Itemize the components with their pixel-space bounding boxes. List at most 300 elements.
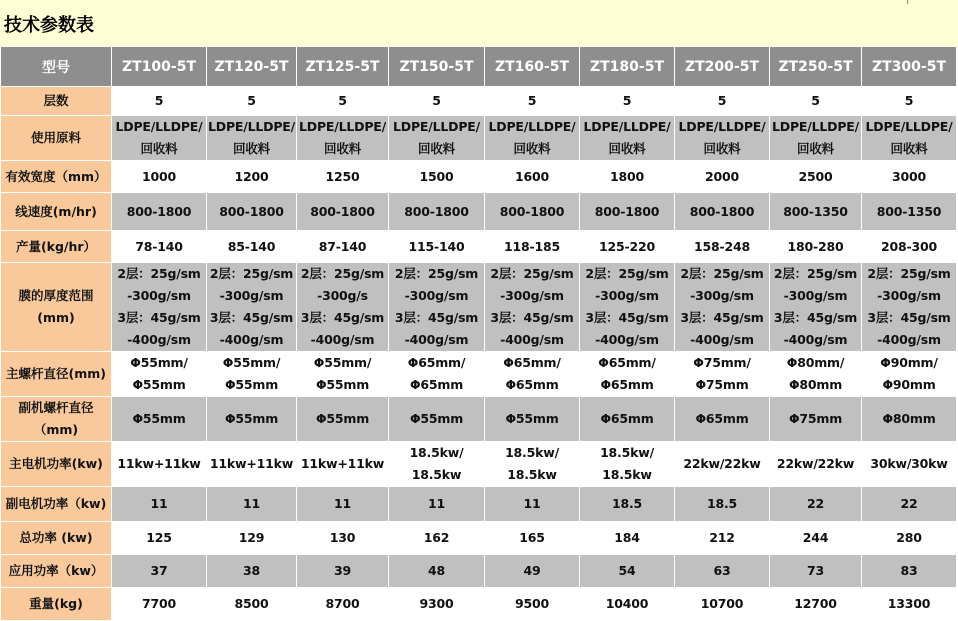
cell-text: Φ55mm — [505, 411, 559, 426]
cell-text: Φ75mm — [788, 411, 843, 426]
cell-text: Φ90mm — [882, 377, 936, 392]
cell-text: 回收料 — [703, 141, 741, 156]
cell-text: 5 — [247, 93, 256, 108]
cell-text: 48 — [428, 563, 445, 578]
cell-text: 800-1350 — [783, 203, 848, 219]
cell-text: 9300 — [419, 596, 454, 611]
row-label-text: 有效宽度（mm） — [5, 168, 107, 184]
cell-text: -400g/sm — [783, 332, 848, 347]
cell-text: Φ80mm — [788, 377, 843, 392]
cell-text: Φ55mm/ — [313, 355, 372, 370]
cell-text: 3层：45g/sm — [209, 310, 294, 325]
cell-text: 208-300 — [881, 238, 937, 254]
table-cell — [485, 588, 580, 621]
table-cell — [770, 87, 862, 116]
cell-text: 78-140 — [135, 238, 183, 254]
table-cell — [207, 487, 297, 522]
title-bar — [0, 0, 958, 47]
cell-text: 5 — [338, 93, 347, 108]
table-cell — [485, 555, 580, 588]
cell-text: 125 — [146, 530, 172, 545]
table-cell — [580, 487, 675, 522]
table-cell — [770, 231, 862, 263]
cell-text: 18.5kw — [411, 467, 462, 482]
cell-text: 83 — [900, 563, 918, 578]
table-cell — [112, 263, 207, 352]
row-label-text: 副电机功率（kw) — [5, 496, 107, 511]
cell-text: 13300 — [887, 596, 931, 611]
table-cell — [675, 397, 770, 442]
cell-text: 11 — [243, 496, 260, 511]
cell-text: LDPE/LLDPE/ — [583, 119, 671, 134]
cell-text: 5 — [432, 93, 441, 108]
cell-text: Φ65mm — [695, 411, 749, 426]
cell-text: -300g/sm — [219, 288, 284, 303]
table-cell — [485, 193, 580, 231]
cell-text: LDPE/LLDPE/ — [772, 119, 859, 134]
table-cell — [485, 352, 580, 397]
cell-text: 11kw+11kw — [117, 456, 201, 471]
cell-text: -400g/sm — [127, 332, 191, 347]
cell-text: 8500 — [234, 596, 269, 611]
cell-text: 11 — [523, 496, 541, 511]
table-cell — [675, 555, 770, 588]
cell-text: 回收料 — [797, 141, 834, 156]
cell-text: 37 — [150, 563, 168, 578]
cell-text: 2层：25g/sm — [209, 266, 294, 281]
cell-text: -400g/sm — [310, 332, 375, 347]
cell-text: 212 — [709, 530, 735, 545]
cell-text: 2层：25g/sm — [773, 266, 858, 281]
table-cell — [112, 555, 207, 588]
cell-text: 18.5kw/ — [409, 445, 464, 460]
table-row — [1, 487, 957, 522]
table-cell — [112, 397, 207, 442]
row-label-text: （mm) — [33, 422, 79, 437]
cell-text: 800-1800 — [310, 203, 375, 219]
table-cell — [862, 397, 957, 442]
table-cell — [485, 397, 580, 442]
row-label-text: 重量(kg) — [29, 596, 83, 611]
cell-text: 1200 — [234, 168, 269, 184]
cell-text: 244 — [802, 530, 829, 545]
cell-text: 11 — [428, 496, 445, 511]
row-label — [1, 522, 112, 555]
table-cell — [389, 555, 485, 588]
cell-text: 3层：45g/sm — [867, 310, 951, 325]
cell-text: Φ55mm — [224, 377, 279, 392]
cell-text: 2000 — [705, 168, 739, 184]
cell-text: LDPE/LLDPE/ — [208, 119, 295, 134]
cell-text: Φ55mm — [132, 411, 186, 426]
row-label-text: 应用功率（kw） — [8, 563, 104, 578]
table-cell — [207, 263, 297, 352]
cell-text: -300g/s — [317, 288, 368, 303]
cell-text: 800-1800 — [499, 203, 565, 219]
cell-text: 2层：25g/sm — [300, 266, 385, 281]
cell-text: LDPE/LLDPE/ — [299, 119, 386, 134]
row-label — [1, 555, 112, 588]
cell-text: 1600 — [515, 168, 549, 184]
table-row — [1, 193, 957, 231]
table-cell — [207, 397, 297, 442]
row-label-text: (mm) — [37, 310, 75, 325]
table-cell — [297, 352, 389, 397]
table-cell — [862, 161, 957, 193]
cell-text: 130 — [329, 530, 356, 545]
table-cell — [580, 231, 675, 263]
table-cell — [485, 116, 580, 161]
table-cell — [207, 231, 297, 263]
table-cell — [207, 87, 297, 116]
cell-text: Φ65mm/ — [598, 355, 656, 370]
table-row — [1, 397, 957, 442]
cell-text: 2500 — [798, 168, 833, 184]
cell-text: -400g/sm — [500, 332, 564, 347]
cell-text: 5 — [811, 93, 820, 108]
cell-text: Φ90mm/ — [880, 355, 938, 370]
cell-text: Φ75mm/ — [693, 355, 751, 370]
cell-text: 5 — [527, 93, 537, 108]
cell-text: 118-185 — [504, 238, 560, 254]
cell-text: 165 — [519, 530, 545, 545]
row-label-text: 使用原料 — [30, 130, 81, 145]
row-label-text: 总功率 (kw) — [19, 530, 93, 545]
cell-text: 85-140 — [227, 238, 276, 254]
header-model-zt150-5t: ZT150-5T — [389, 47, 485, 87]
table-cell — [862, 193, 957, 231]
header-model-zt100-5t: ZT100-5T — [112, 47, 207, 87]
cell-text: -400g/sm — [877, 332, 941, 347]
cell-text: Φ65mm/ — [407, 355, 466, 370]
table-cell — [862, 555, 957, 588]
table-cell — [770, 555, 862, 588]
cell-text: LDPE/LLDPE/ — [865, 119, 953, 134]
cell-text: 54 — [618, 563, 636, 578]
cell-text: Φ65mm — [600, 411, 654, 426]
cell-text: 3层：45g/sm — [680, 310, 764, 325]
table-cell — [207, 116, 297, 161]
header-model-zt160-5t: ZT160-5T — [485, 47, 580, 87]
row-label — [1, 193, 112, 231]
cell-text: 39 — [334, 563, 351, 578]
cell-text: 18.5 — [611, 496, 643, 511]
table-cell — [580, 263, 675, 352]
table-cell — [862, 487, 957, 522]
cell-text: LDPE/LLDPE/ — [678, 119, 766, 134]
table-cell — [297, 87, 389, 116]
cell-text: 3层：45g/sm — [490, 310, 574, 325]
cell-text: 125-220 — [599, 238, 655, 254]
cell-text: Φ55mm — [315, 377, 370, 392]
table-cell — [485, 442, 580, 487]
cell-text: -400g/sm — [404, 332, 469, 347]
cell-text: 3层：45g/sm — [300, 310, 385, 325]
cell-text: 22 — [807, 496, 824, 511]
table-row — [1, 555, 957, 588]
cell-text: 800-1350 — [876, 203, 942, 219]
cell-text: 800-1800 — [219, 203, 284, 219]
table-row — [1, 87, 957, 116]
table-cell — [770, 352, 862, 397]
table-cell — [389, 352, 485, 397]
cell-text: 5 — [904, 93, 914, 108]
table-cell — [675, 487, 770, 522]
cell-text: 30kw/30kw — [870, 456, 948, 471]
table-cell — [485, 231, 580, 263]
table-cell — [862, 352, 957, 397]
table-cell — [297, 116, 389, 161]
table-cell — [297, 231, 389, 263]
cell-text: Φ65mm/ — [503, 355, 561, 370]
table-cell — [112, 87, 207, 116]
cell-text: -300g/sm — [690, 288, 754, 303]
table-cell — [112, 161, 207, 193]
table-cell — [297, 263, 389, 352]
table-cell — [675, 231, 770, 263]
cell-text: 1800 — [610, 168, 644, 184]
table-cell — [485, 487, 580, 522]
cell-text: 10400 — [605, 596, 649, 611]
cell-text: 180-280 — [787, 238, 844, 254]
row-label — [1, 487, 112, 522]
cell-text: 回收料 — [324, 141, 361, 156]
table-cell — [207, 161, 297, 193]
header-row — [1, 47, 957, 87]
table-cell — [770, 588, 862, 621]
table-cell — [862, 522, 957, 555]
cell-text: 18.5kw/ — [505, 445, 559, 460]
cell-text: Φ75mm — [695, 377, 749, 392]
row-label — [1, 116, 112, 161]
cell-text: 回收料 — [608, 141, 646, 156]
table-cell — [389, 487, 485, 522]
cell-text: 12700 — [794, 596, 837, 611]
table-cell — [580, 522, 675, 555]
cell-text: -300g/sm — [783, 288, 848, 303]
table-cell — [770, 487, 862, 522]
table-cell — [580, 555, 675, 588]
table-cell — [297, 161, 389, 193]
table-cell — [675, 352, 770, 397]
cell-text: 49 — [523, 563, 541, 578]
table-cell — [580, 193, 675, 231]
cell-text: -300g/sm — [595, 288, 659, 303]
header-model-zt300-5t: ZT300-5T — [862, 47, 957, 87]
cell-text: -300g/sm — [877, 288, 941, 303]
column-marker — [907, 0, 908, 4]
table-cell — [770, 193, 862, 231]
cell-text: 115-140 — [408, 238, 465, 254]
row-label — [1, 231, 112, 263]
cell-text: -300g/sm — [500, 288, 564, 303]
cell-text: LDPE/LLDPE/ — [393, 119, 480, 134]
cell-text: 38 — [243, 563, 260, 578]
cell-text: 800-1800 — [126, 203, 192, 219]
cell-text: 回收料 — [418, 141, 455, 156]
cell-text: 2层：25g/sm — [680, 266, 764, 281]
cell-text: 18.5kw — [602, 467, 652, 482]
table-cell — [580, 588, 675, 621]
cell-text: -300g/sm — [127, 288, 191, 303]
cell-text: 回收料 — [513, 141, 551, 156]
cell-text: 2层：25g/sm — [867, 266, 951, 281]
table-cell — [862, 442, 957, 487]
cell-text: 129 — [238, 530, 265, 545]
cell-text: 10700 — [700, 596, 744, 611]
cell-text: 22kw/22kw — [683, 456, 761, 471]
cell-text: 2层：25g/sm — [490, 266, 574, 281]
cell-text: 2层：25g/sm — [394, 266, 479, 281]
table-cell — [207, 442, 297, 487]
table-cell — [112, 588, 207, 621]
cell-text: 184 — [614, 530, 640, 545]
table-cell — [297, 442, 389, 487]
cell-text: 18.5kw/ — [600, 445, 654, 460]
cell-text: 11 — [150, 496, 168, 511]
table-row — [1, 263, 957, 352]
cell-text: 11kw+11kw — [300, 456, 385, 471]
table-cell — [112, 352, 207, 397]
cell-text: 800-1800 — [689, 203, 755, 219]
cell-text: 5 — [717, 93, 727, 108]
cell-text: 5 — [154, 93, 164, 108]
table-cell — [770, 161, 862, 193]
row-label — [1, 442, 112, 487]
cell-text: Φ65mm — [505, 377, 559, 392]
table-cell — [389, 87, 485, 116]
table-cell — [297, 588, 389, 621]
cell-text: LDPE/LLDPE/ — [488, 119, 576, 134]
table-row — [1, 352, 957, 397]
header-model-zt120-5t: ZT120-5T — [207, 47, 297, 87]
table-cell — [580, 352, 675, 397]
table-cell — [580, 116, 675, 161]
cell-text: 800-1800 — [404, 203, 469, 219]
table-cell — [675, 161, 770, 193]
table-row — [1, 442, 957, 487]
table-cell — [485, 522, 580, 555]
cell-text: 11 — [334, 496, 351, 511]
table-cell — [770, 522, 862, 555]
header-model-zt180-5t: ZT180-5T — [580, 47, 675, 87]
cell-text: Φ55mm — [132, 377, 186, 392]
row-label — [1, 87, 112, 116]
cell-text: 158-248 — [694, 238, 750, 254]
table-cell — [207, 522, 297, 555]
table-cell — [207, 352, 297, 397]
table-row — [1, 588, 957, 621]
table-cell — [297, 193, 389, 231]
cell-text: 7700 — [142, 596, 176, 611]
cell-text: 11kw+11kw — [209, 456, 294, 471]
table-cell — [389, 161, 485, 193]
table-cell — [862, 231, 957, 263]
table-cell — [675, 193, 770, 231]
table-row — [1, 161, 957, 193]
table-cell — [389, 263, 485, 352]
table-cell — [580, 397, 675, 442]
table-cell — [112, 193, 207, 231]
row-label-text: 主电机功率(kw) — [9, 456, 103, 471]
table-row — [1, 231, 957, 263]
table-cell — [862, 263, 957, 352]
table-cell — [389, 231, 485, 263]
cell-text: 162 — [423, 530, 450, 545]
table-cell — [297, 487, 389, 522]
table-cell — [675, 263, 770, 352]
table-cell — [112, 522, 207, 555]
table-cell — [862, 87, 957, 116]
row-label-text: 线速度(m/hr) — [15, 203, 97, 219]
table-cell — [675, 442, 770, 487]
table-cell — [112, 487, 207, 522]
table-cell — [112, 231, 207, 263]
cell-text: LDPE/LLDPE/ — [115, 119, 203, 134]
table-cell — [675, 588, 770, 621]
cell-text: 8700 — [325, 596, 360, 611]
header-model-label: 型号 — [1, 47, 112, 87]
cell-text: 回收料 — [140, 141, 178, 156]
table-cell — [675, 87, 770, 116]
cell-text: 3层：45g/sm — [117, 310, 201, 325]
row-label — [1, 263, 112, 352]
table-cell — [770, 397, 862, 442]
cell-text: 3000 — [892, 168, 926, 184]
cell-text: 73 — [807, 563, 824, 578]
row-label-text: 副机螺杆直径 — [18, 400, 94, 415]
cell-text: 800-1800 — [594, 203, 660, 219]
table-cell — [675, 116, 770, 161]
cell-text: 63 — [713, 563, 731, 578]
cell-text: 回收料 — [890, 141, 928, 156]
table-cell — [207, 588, 297, 621]
table-cell — [297, 397, 389, 442]
cell-text: 22kw/22kw — [776, 456, 855, 471]
cell-text: 3层：45g/sm — [773, 310, 858, 325]
table-cell — [389, 397, 485, 442]
row-label-text: 主螺杆直径(mm) — [6, 366, 106, 381]
cell-text: 3层：45g/sm — [394, 310, 479, 325]
row-label-text: 产量(kg/hr） — [15, 238, 97, 254]
table-cell — [770, 442, 862, 487]
table-cell — [207, 193, 297, 231]
header-model-zt250-5t: ZT250-5T — [770, 47, 862, 87]
cell-text: -400g/sm — [595, 332, 659, 347]
table-cell — [862, 116, 957, 161]
table-cell — [580, 87, 675, 116]
cell-text: 2层：25g/sm — [585, 266, 669, 281]
cell-text: Φ80mm — [882, 411, 936, 426]
table-cell — [112, 442, 207, 487]
table-cell — [485, 161, 580, 193]
table-cell — [770, 263, 862, 352]
cell-text: 22 — [900, 496, 918, 511]
table-row — [1, 522, 957, 555]
cell-text: 2层：25g/sm — [117, 266, 201, 281]
row-label — [1, 161, 112, 193]
cell-text: 1250 — [325, 168, 360, 184]
table-cell — [207, 555, 297, 588]
table-cell — [485, 87, 580, 116]
cell-text: 280 — [896, 530, 922, 545]
table-cell — [862, 588, 957, 621]
table-row — [1, 116, 957, 161]
cell-text: Φ55mm — [315, 411, 370, 426]
cell-text: Φ65mm — [409, 377, 464, 392]
cell-text: 1500 — [419, 168, 454, 184]
spec-table — [0, 46, 957, 621]
